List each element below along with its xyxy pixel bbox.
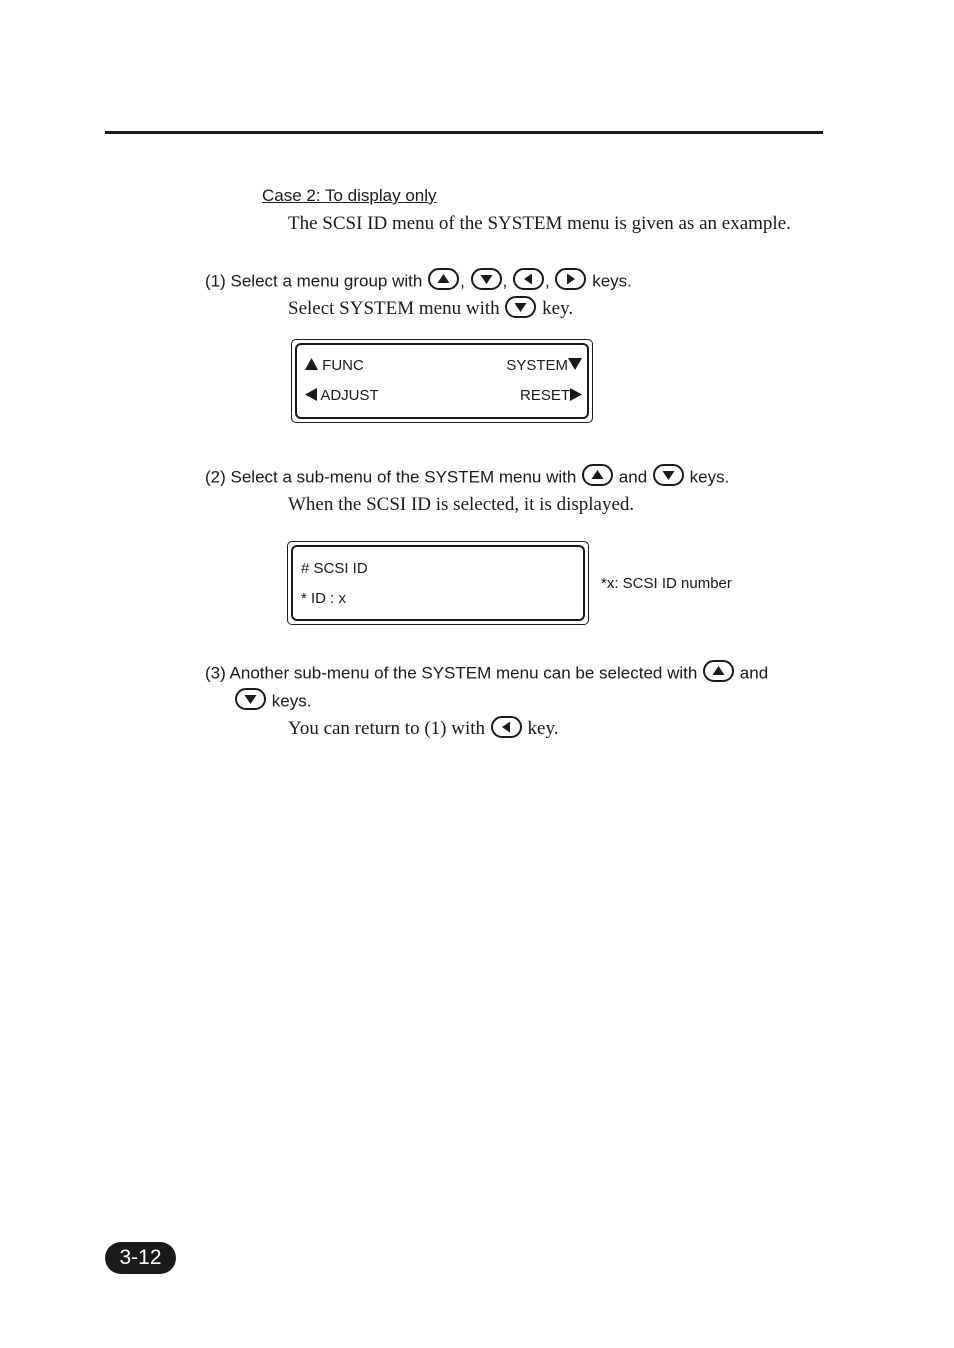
step-3-text-b: keys.: [271, 691, 312, 711]
up-key-icon: [703, 660, 734, 682]
up-key-icon: [428, 268, 459, 290]
lcd-display-menu: [291, 339, 593, 423]
step-3-sub-b: key.: [527, 718, 559, 739]
step-3-line: [205, 663, 768, 685]
lcd-top-right: [506, 357, 582, 375]
step-3-text-a: (3) Another sub-menu of the SYSTEM menu can be selected with: [205, 663, 698, 683]
lcd-reset-label: RESET: [519, 387, 570, 404]
down-key-icon: [653, 464, 684, 486]
lcd-display-scsi-id: [287, 541, 589, 625]
step-2-line: [205, 467, 729, 489]
section-heading: Case 2: To display only: [262, 186, 437, 205]
page-number: 3-12: [105, 1242, 176, 1274]
lcd-adjust-label: ADJUST: [320, 387, 379, 404]
down-key-icon: [471, 268, 502, 290]
step-2-text-b: keys.: [689, 467, 730, 487]
step-1-line: [205, 271, 632, 293]
step-1-sub-a: Select SYSTEM menu with: [288, 298, 500, 319]
down-key-icon: [505, 296, 536, 318]
lcd-func-label: FUNC: [322, 357, 364, 374]
separator: ,: [545, 271, 550, 291]
step-3-line-2: [234, 691, 311, 713]
step-2-and: and: [618, 467, 648, 487]
left-key-icon: [491, 716, 522, 738]
triangle-left-icon: [305, 388, 317, 401]
lcd-top-left: [305, 357, 364, 375]
triangle-right-icon: [570, 388, 582, 401]
header-rule: [105, 131, 823, 134]
step-3-sub: [288, 718, 558, 741]
intro-text: The SCSI ID menu of the SYSTEM menu is given as an example.: [288, 213, 791, 234]
scsi-id-note: *x: SCSI ID number: [601, 575, 732, 592]
lcd-scsi-id-value: * ID : x: [301, 590, 347, 607]
separator: ,: [460, 271, 465, 291]
lcd-scsi-id-title: # SCSI ID: [301, 560, 368, 577]
lcd-bottom-left: [305, 387, 379, 405]
lcd-system-label: SYSTEM: [506, 357, 568, 374]
triangle-up-icon: [305, 358, 318, 370]
right-key-icon: [555, 268, 586, 290]
lcd-bottom-right: [520, 387, 582, 405]
separator: ,: [502, 271, 508, 291]
step-2-sub: When the SCSI ID is selected, it is displayed.: [288, 494, 635, 515]
step-3-and: and: [739, 663, 769, 683]
step-1-sub-b: key.: [542, 298, 574, 319]
step-1-text-b: keys.: [592, 271, 632, 291]
lcd-screen: [291, 545, 585, 621]
up-key-icon: [582, 464, 613, 486]
down-key-icon: [235, 688, 266, 710]
step-1-sub: [288, 298, 573, 321]
lcd-screen: [295, 343, 589, 419]
step-1-text-a: (1) Select a menu group with: [205, 271, 423, 291]
step-3-sub-a: You can return to (1) with: [288, 718, 486, 739]
triangle-down-icon: [568, 358, 582, 370]
step-2-text-a: (2) Select a sub-menu of the SYSTEM menu with: [205, 467, 577, 487]
left-key-icon: [513, 268, 544, 290]
